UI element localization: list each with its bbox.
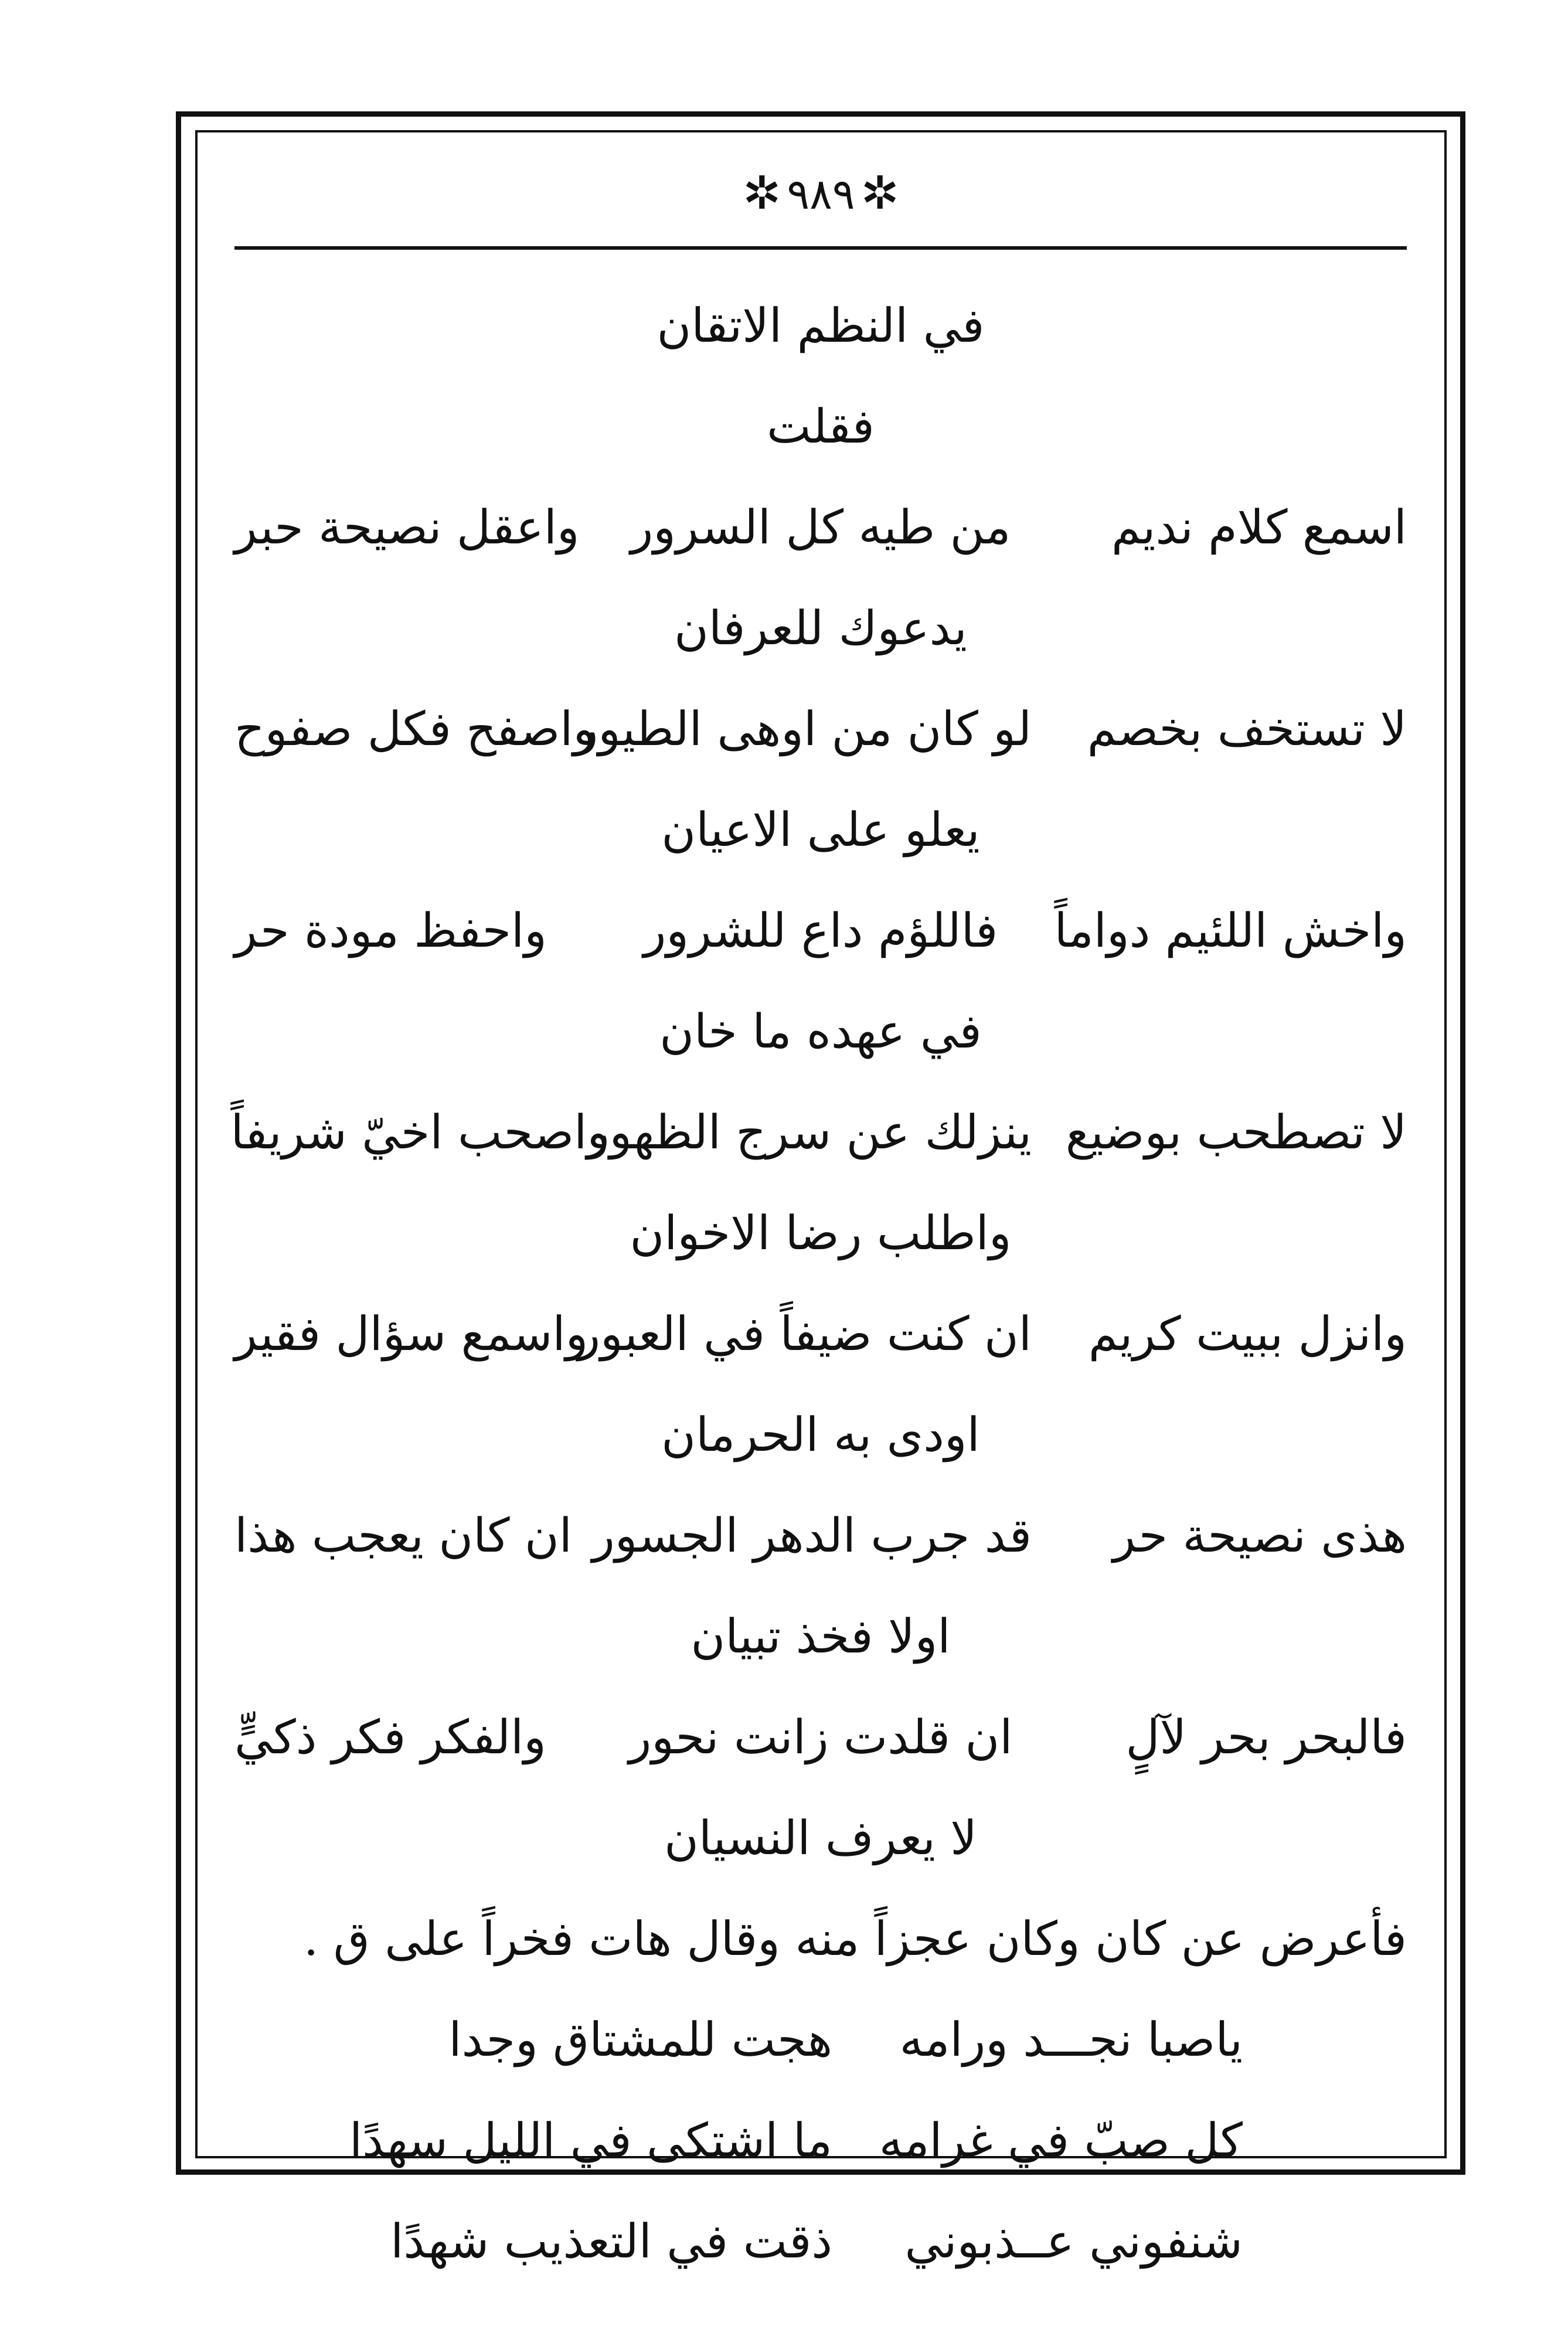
section-subtitle: فقلت [767,399,875,454]
verse-4-c: واصحب اخيّ شريفاً [230,1105,610,1159]
muwashshah-3-b: ذقت في التعذيب شهدًا [390,2214,832,2269]
verse-3-c: واحفظ مودة حر [234,903,547,958]
verse-1 [234,477,1407,679]
page-body [230,276,1407,2292]
verse-1-d: يدعوك للعرفان [674,601,967,655]
verse-4 [230,1082,1407,1284]
page-number: ٩٨٩ [787,169,855,219]
verse-5-d: اودى به الحرمان [661,1407,980,1462]
verse-4-d: واطلب رضا الاخوان [630,1206,1012,1260]
verse-7-d: لا يعرف النسيان [664,1811,977,1865]
muwashshah-1-a: ياصبا نجـــد ورامه [899,2012,1243,2067]
page-header [195,161,1447,226]
verse-4-b: ينزلك عن سرج الظهور [586,1105,1032,1159]
section-title: في النظم الاتقان [657,298,985,353]
verse-6-b: قد جرب الدهر الجسور [592,1508,1032,1563]
verse-7-c: والفكر فكر ذكيٍّ [234,1710,546,1764]
verse-6-c: ان كان يعجب هذا [234,1508,572,1563]
prose-line: فأعرض عن كان وكان عجزاً منه وقال هات فخراً على ق . [303,1912,1407,1966]
header-rule [234,246,1407,250]
verse-3-d: في عهده ما خان [659,1004,982,1059]
verse-5-a: وانزل ببيت كريم [1088,1307,1407,1361]
ornament-right-icon: ✲ [860,167,899,220]
verse-2-c: واصفح فكل صفوح [234,702,596,756]
verse-6 [234,1485,1407,1687]
verse-2-b: لو كان من اوهى الطيور [575,702,1032,756]
verse-7 [234,1687,1407,1889]
verse-1-c: واعقل نصيحة حبر [234,500,580,555]
verse-2-a: لا تستخف بخصم [1087,702,1407,756]
muwashshah-3-a: شنفوني عــذبوني [904,2214,1243,2269]
muwashshah-line-1 [234,1990,1407,2090]
verse-3-b: فاللؤم داع للشرور [643,903,998,958]
verse-5 [234,1284,1407,1485]
verse-7-a: فالبحر بحر لآلٍ [1125,1710,1407,1764]
verse-6-d: اولا فخذ تبيان [691,1609,951,1664]
verse-1-a: اسمع كلام نديم [1111,500,1407,555]
verse-2-d: يعلو على الاعيان [661,802,980,857]
verse-6-a: هذى نصيحة حر [1113,1508,1407,1563]
verse-1-b: من طيه كل السرور [630,500,1011,555]
verse-3 [234,880,1407,1082]
muwashshah-1-b: هجت للمشتاق وجدا [448,2012,832,2067]
verse-3-a: واخش اللئيم دواماً [1054,903,1407,958]
muwashshah-line-3 [234,2191,1407,2292]
verse-7-b: ان قلدت زانت نحور [628,1710,1013,1764]
verse-2 [234,679,1407,880]
verse-5-b: ان كنت ضيفاً في العبور [577,1307,1032,1361]
muwashshah-line-2 [234,2090,1407,2191]
ornament-left-icon: ✲ [743,167,781,220]
verse-4-a: لا تصطحب بوضيع [1065,1105,1407,1159]
muwashshah-2-b: ما اشتكى في الليل سهدًا [349,2113,832,2168]
verse-5-c: واسمع سؤال فقير [234,1307,589,1361]
muwashshah-2-a: كل صبّ في غرامه [879,2113,1243,2168]
